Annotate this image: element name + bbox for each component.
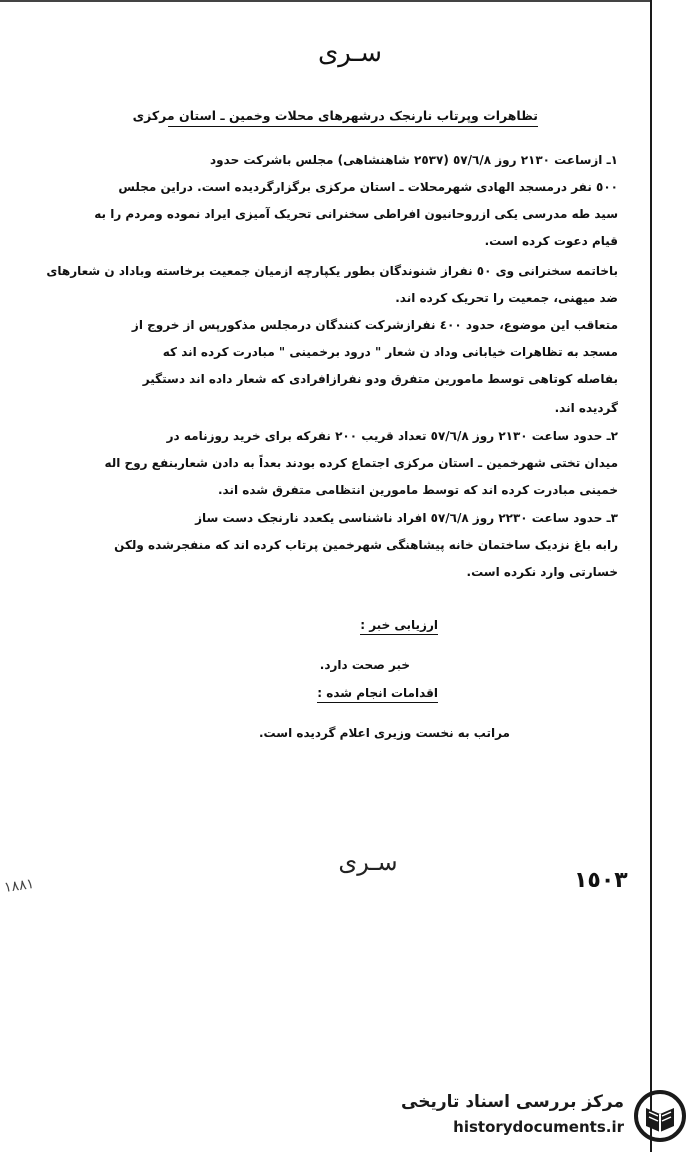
margin-note: ١٨٨١ xyxy=(3,875,36,897)
watermark xyxy=(401,1088,692,1144)
body-line: ٢ـ حدود ساعت ٢١٣٠ روز ٥٧/٦/٨ تعداد قریب ٢٠٠ نفرکه برای خرید روزنامه در xyxy=(166,429,618,443)
body-line: قیام دعوت کرده است. xyxy=(484,234,618,248)
body-line: ٥٠٠ نفر درمسجد الهادی شهرمحلات ـ استان مرکزی برگزارگردیده است. دراین مجلس xyxy=(118,180,618,194)
watermark-url: historydocuments.ir xyxy=(453,1118,624,1136)
body-line: رابه باغ نزدیک ساختمان خانه پیشاهنگی شهرخمین پرتاب کرده اند که منفجرشده ولکن xyxy=(114,538,618,552)
actions-label: اقدامات انجام شده : xyxy=(317,686,438,703)
body-line: میدان تختی شهرخمین ـ استان مرکزی اجتماع کرده بودند بعداً به دادن شعاربنفع روح اله xyxy=(104,456,618,470)
page-number: ١٥٠٣ xyxy=(574,868,628,893)
page-right-border xyxy=(650,0,652,1152)
body-line: ضد میهنی، جمعیت را تحریک کرده اند. xyxy=(395,291,618,305)
body-line: سید طه مدرسی یکی ازروحانیون افراطی سخنرانی تحریک آمیزی ایراد نموده ومردم را به xyxy=(94,207,618,221)
book-icon xyxy=(632,1090,688,1142)
watermark-name: مرکز بررسی اسناد تاریخی xyxy=(401,1092,624,1112)
evaluation-text: خبر صحت دارد. xyxy=(319,658,410,672)
body-line: مسجد به تظاهرات خیابانی وداد ن شعار " درود برخمینی " مبادرت کرده اند که xyxy=(162,345,618,359)
body-line: باخاتمه سخنرانی وی ٥٠ نفراز شنوندگان بطور یکپارچه ازمیان جمعیت برخاسته وباداد ن شعارهای xyxy=(46,264,618,278)
body-line: خسارتی وارد نکرده است. xyxy=(466,565,618,579)
classification-top: سـری xyxy=(317,38,383,68)
body-line: ٣ـ حدود ساعت ٢٢٣٠ روز ٥٧/٦/٨ افراد ناشناسی یکعدد نارنجک دست ساز xyxy=(195,511,618,525)
body-line: ١ـ ازساعت ٢١٣٠ روز ٥٧/٦/٨ (٢٥٣٧ شاهنشاهی) مجلس باشرکت حدود xyxy=(210,153,618,167)
document-title: تظاهرات وپرتاب نارنجک درشهرهای محلات وخمین ـ استان مرکزی xyxy=(168,108,538,127)
actions-text: مراتب به نخست وزیری اعلام گردیده است. xyxy=(259,726,510,740)
body-line: متعاقب این موضوع، حدود ٤٠٠ نفرازشرکت کنندگان درمجلس مذکورپس از خروج از xyxy=(131,318,618,332)
body-line: بفاصله کوتاهی توسط مامورین متفرق ودو نفرازافرادی که شعار داده اند دستگیر xyxy=(142,372,618,386)
page-top-border xyxy=(0,0,652,2)
body-line: گردیده اند. xyxy=(554,401,618,415)
body-line: خمینی مبادرت کرده اند که توسط مامورین انتظامی متفرق شده اند. xyxy=(217,483,618,497)
evaluation-label: ارزیابی خبر : xyxy=(360,618,438,635)
classification-bottom: سـری xyxy=(338,848,398,876)
